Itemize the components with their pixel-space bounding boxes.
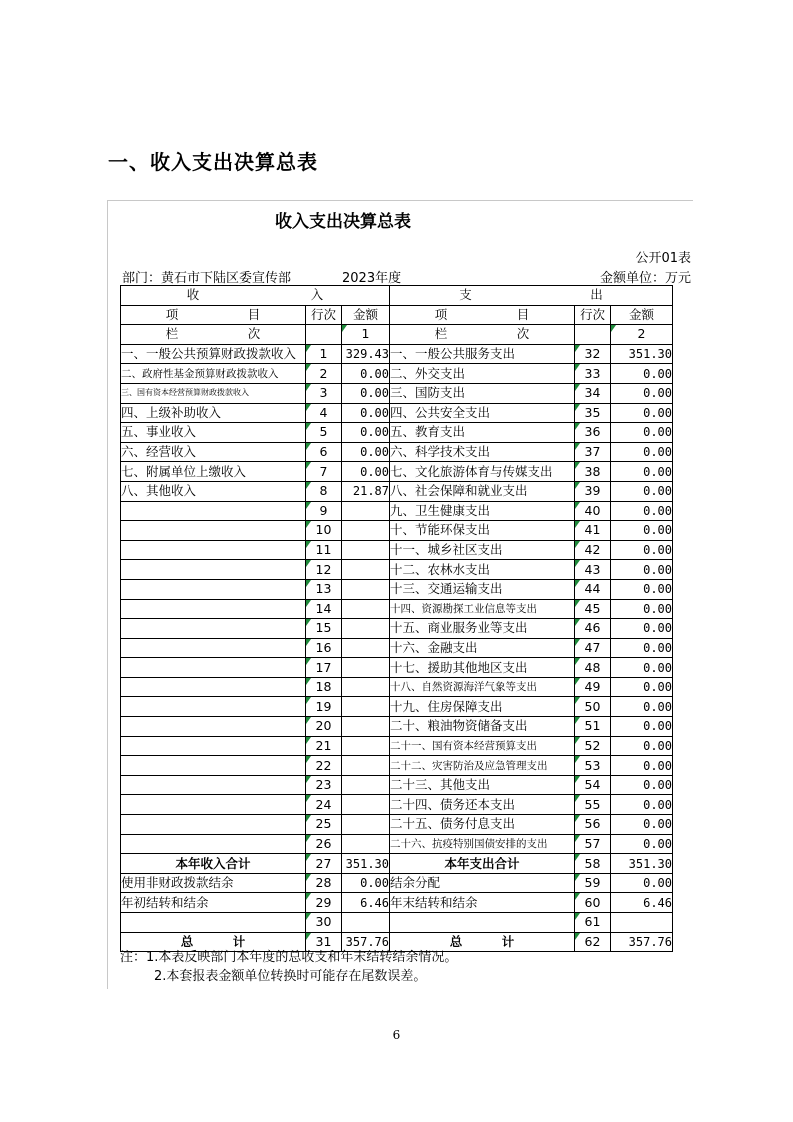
- income-item-cell: 本年收入合计: [121, 854, 306, 874]
- income-total-line: 31: [306, 932, 342, 952]
- income-line-cell: 8: [306, 481, 342, 501]
- expense-section-header: 支 出: [390, 286, 673, 306]
- expense-line-cell: 44: [575, 579, 611, 599]
- income-total-label: 总 计: [121, 932, 306, 952]
- table-row: [121, 344, 673, 364]
- income-line-cell: 5: [306, 423, 342, 443]
- expense-item-cell: 十八、自然资源海洋气象等支出: [390, 677, 575, 697]
- expense-line-cell: 42: [575, 540, 611, 560]
- expense-item-cell: 二十一、国有资本经营预算支出: [390, 736, 575, 756]
- expense-amount-cell: 0.00: [611, 560, 673, 580]
- expense-item-cell: 七、文化旅游体育与传媒支出: [390, 462, 575, 482]
- expense-item-cell: 二十二、灾害防治及应急管理支出: [390, 756, 575, 776]
- table-row: [121, 599, 673, 619]
- income-amount-cell: [342, 540, 390, 560]
- expense-amount-cell: 0.00: [611, 462, 673, 482]
- expense-line-cell: 48: [575, 658, 611, 678]
- expense-amount-cell: 0.00: [611, 815, 673, 835]
- header-row-columns: [121, 305, 673, 325]
- income-line-cell: 19: [306, 697, 342, 717]
- income-line-cell: 20: [306, 717, 342, 737]
- income-amount-cell: 6.46: [342, 893, 390, 913]
- expense-line-cell: 59: [575, 873, 611, 893]
- table-row: [121, 638, 673, 658]
- expense-line-cell: 43: [575, 560, 611, 580]
- expense-item-cell: 八、社会保障和就业支出: [390, 481, 575, 501]
- table-row: [121, 697, 673, 717]
- expense-item-cell: [390, 913, 575, 933]
- expense-amount-cell: 0.00: [611, 423, 673, 443]
- income-item-cell: [121, 834, 306, 854]
- expense-amount-cell: 0.00: [611, 579, 673, 599]
- expense-line-cell: 36: [575, 423, 611, 443]
- table-row: [121, 756, 673, 776]
- year-label: 2023年度: [342, 271, 402, 286]
- income-line-cell: 23: [306, 775, 342, 795]
- income-amount-cell: [342, 619, 390, 639]
- income-line-cell: 22: [306, 756, 342, 776]
- table-row: [121, 423, 673, 443]
- expense-column-index-label: 栏 次: [390, 325, 575, 345]
- table-row: [121, 775, 673, 795]
- expense-total-amount: 357.76: [611, 932, 673, 952]
- income-total-amount: 357.76: [342, 932, 390, 952]
- expense-item-cell: 年末结转和结余: [390, 893, 575, 913]
- income-item-cell: [121, 756, 306, 776]
- expense-line-cell: 55: [575, 795, 611, 815]
- expense-column-index: 2: [611, 325, 673, 345]
- income-amount-cell: [342, 736, 390, 756]
- income-amount-cell: [342, 775, 390, 795]
- table-row: [121, 736, 673, 756]
- expense-item-cell: 四、公共安全支出: [390, 403, 575, 423]
- income-column-index: 1: [342, 325, 390, 345]
- expense-amount-cell: 0.00: [611, 717, 673, 737]
- section-heading: 一、收入支出决算总表: [108, 150, 318, 174]
- expense-amount-cell: 0.00: [611, 442, 673, 462]
- expense-line-cell: 40: [575, 501, 611, 521]
- expense-amount-cell: 0.00: [611, 403, 673, 423]
- income-expense-table: [120, 285, 673, 952]
- expense-line-cell: 54: [575, 775, 611, 795]
- note-line-1: 注：1.本表反映部门本年度的总收支和年末结转结余情况。: [120, 950, 458, 965]
- expense-line-cell: 35: [575, 403, 611, 423]
- income-amount-cell: 0.00: [342, 403, 390, 423]
- income-line-cell: 2: [306, 364, 342, 384]
- expense-amount-cell: 6.46: [611, 893, 673, 913]
- expense-item-cell: 结余分配: [390, 873, 575, 893]
- income-line-cell: 12: [306, 560, 342, 580]
- income-amount-cell: [342, 815, 390, 835]
- expense-amount-cell: 0.00: [611, 638, 673, 658]
- income-item-cell: [121, 579, 306, 599]
- expense-line-cell: 53: [575, 756, 611, 776]
- income-amount-cell: [342, 560, 390, 580]
- income-item-cell: [121, 815, 306, 835]
- table-row: [121, 364, 673, 384]
- expense-item-cell: 五、教育支出: [390, 423, 575, 443]
- income-line-cell: 18: [306, 677, 342, 697]
- expense-line-cell: 58: [575, 854, 611, 874]
- expense-line-cell: 38: [575, 462, 611, 482]
- expense-line-cell: 52: [575, 736, 611, 756]
- table-row: [121, 834, 673, 854]
- table-title: 收入支出决算总表: [275, 212, 411, 232]
- table-row: [121, 677, 673, 697]
- table-row: [121, 403, 673, 423]
- expense-line-cell: 39: [575, 481, 611, 501]
- income-amount-cell: [342, 677, 390, 697]
- income-line-cell: 14: [306, 599, 342, 619]
- expense-amount-cell: 0.00: [611, 697, 673, 717]
- income-section-header: 收 入: [121, 286, 390, 306]
- income-item-cell: 六、经营收入: [121, 442, 306, 462]
- expense-amount-cell: 0.00: [611, 521, 673, 541]
- income-amount-cell: 351.30: [342, 854, 390, 874]
- expense-item-cell: 十九、住房保障支出: [390, 697, 575, 717]
- income-amount-cell: [342, 658, 390, 678]
- table-row: [121, 893, 673, 913]
- income-line-cell: 28: [306, 873, 342, 893]
- income-item-cell: [121, 599, 306, 619]
- income-line-cell: 13: [306, 579, 342, 599]
- table-notes: [120, 948, 457, 986]
- expense-line-cell: 37: [575, 442, 611, 462]
- income-amount-header: 金额: [342, 305, 390, 325]
- expense-line-cell: 50: [575, 697, 611, 717]
- expense-amount-cell: [611, 913, 673, 933]
- expense-amount-cell: 0.00: [611, 501, 673, 521]
- income-amount-cell: [342, 795, 390, 815]
- expense-line-cell: 41: [575, 521, 611, 541]
- income-amount-cell: 0.00: [342, 873, 390, 893]
- income-amount-cell: [342, 756, 390, 776]
- expense-item-cell: 二十五、债务付息支出: [390, 815, 575, 835]
- income-amount-cell: 0.00: [342, 364, 390, 384]
- page-number: 6: [392, 1028, 401, 1042]
- note-line-2: 2.本套报表金额单位转换时可能存在尾数误差。: [154, 969, 427, 984]
- income-item-cell: [121, 521, 306, 541]
- income-item-cell: [121, 619, 306, 639]
- table-row: [121, 521, 673, 541]
- income-item-cell: [121, 560, 306, 580]
- income-item-cell: 二、政府性基金预算财政拨款收入: [121, 364, 306, 384]
- expense-amount-cell: 0.00: [611, 834, 673, 854]
- expense-amount-cell: 0.00: [611, 481, 673, 501]
- income-item-cell: [121, 717, 306, 737]
- income-amount-cell: 0.00: [342, 442, 390, 462]
- income-item-cell: [121, 540, 306, 560]
- expense-total-line: 62: [575, 932, 611, 952]
- expense-total-label: 总 计: [390, 932, 575, 952]
- income-item-cell: 三、国有资本经营预算财政拨款收入: [121, 383, 306, 403]
- expense-item-cell: 一、一般公共服务支出: [390, 344, 575, 364]
- income-amount-cell: [342, 913, 390, 933]
- income-line-cell: 1: [306, 344, 342, 364]
- form-code: 公开01表: [635, 251, 691, 266]
- income-line-cell: 7: [306, 462, 342, 482]
- income-amount-cell: 0.00: [342, 383, 390, 403]
- header-row-sections: [121, 286, 673, 306]
- expense-line-cell: 46: [575, 619, 611, 639]
- income-line-cell: 9: [306, 501, 342, 521]
- table-row: [121, 579, 673, 599]
- income-line-cell: 6: [306, 442, 342, 462]
- income-item-cell: 使用非财政拨款结余: [121, 873, 306, 893]
- income-line-header: 行次: [306, 305, 342, 325]
- expense-amount-cell: 0.00: [611, 677, 673, 697]
- income-line-cell: 21: [306, 736, 342, 756]
- expense-amount-cell: 0.00: [611, 658, 673, 678]
- department-label: 部门：黄石市下陆区委宣传部: [122, 271, 292, 286]
- income-line-cell: 4: [306, 403, 342, 423]
- income-item-cell: [121, 677, 306, 697]
- expense-line-cell: 51: [575, 717, 611, 737]
- expense-line-header: 行次: [575, 305, 611, 325]
- income-amount-cell: [342, 521, 390, 541]
- table-row: [121, 658, 673, 678]
- income-item-cell: [121, 501, 306, 521]
- income-line-cell: 17: [306, 658, 342, 678]
- expense-amount-cell: 0.00: [611, 736, 673, 756]
- expense-item-cell: 十七、援助其他地区支出: [390, 658, 575, 678]
- income-line-cell: 15: [306, 619, 342, 639]
- table-row: [121, 560, 673, 580]
- income-line-cell: 11: [306, 540, 342, 560]
- table-row: [121, 481, 673, 501]
- expense-amount-cell: 0.00: [611, 775, 673, 795]
- income-line-cell: 29: [306, 893, 342, 913]
- income-amount-cell: [342, 697, 390, 717]
- income-line-cell: 27: [306, 854, 342, 874]
- expense-column-index-blank: [575, 325, 611, 345]
- expense-item-cell: 六、科学技术支出: [390, 442, 575, 462]
- income-amount-cell: [342, 501, 390, 521]
- expense-amount-cell: 351.30: [611, 344, 673, 364]
- expense-item-cell: 十六、金融支出: [390, 638, 575, 658]
- expense-amount-cell: 0.00: [611, 540, 673, 560]
- income-amount-cell: 0.00: [342, 423, 390, 443]
- income-item-cell: [121, 697, 306, 717]
- income-amount-cell: [342, 599, 390, 619]
- income-line-cell: 10: [306, 521, 342, 541]
- income-amount-cell: [342, 579, 390, 599]
- expense-amount-cell: 0.00: [611, 756, 673, 776]
- table-row: [121, 913, 673, 933]
- income-line-cell: 30: [306, 913, 342, 933]
- expense-line-cell: 57: [575, 834, 611, 854]
- expense-line-cell: 56: [575, 815, 611, 835]
- amount-unit-label: 金额单位：万元: [599, 271, 691, 286]
- table-row: [121, 619, 673, 639]
- expense-item-cell: 二十、粮油物资储备支出: [390, 717, 575, 737]
- income-line-cell: 24: [306, 795, 342, 815]
- expense-amount-cell: 0.00: [611, 364, 673, 384]
- expense-line-cell: 32: [575, 344, 611, 364]
- table-row: [121, 717, 673, 737]
- table-row: [121, 795, 673, 815]
- expense-item-cell: 十、节能环保支出: [390, 521, 575, 541]
- expense-line-cell: 47: [575, 638, 611, 658]
- income-item-cell: [121, 775, 306, 795]
- expense-line-cell: 33: [575, 364, 611, 384]
- expense-line-cell: 61: [575, 913, 611, 933]
- expense-line-cell: 45: [575, 599, 611, 619]
- table-row: [121, 854, 673, 874]
- income-item-cell: [121, 913, 306, 933]
- income-amount-cell: [342, 834, 390, 854]
- expense-item-cell: 二、外交支出: [390, 364, 575, 384]
- income-item-header: 项 目: [121, 305, 306, 325]
- expense-item-cell: 十三、交通运输支出: [390, 579, 575, 599]
- income-item-cell: 一、一般公共预算财政拨款收入: [121, 344, 306, 364]
- income-line-cell: 26: [306, 834, 342, 854]
- header-row-column-index: [121, 325, 673, 345]
- expense-item-cell: 二十三、其他支出: [390, 775, 575, 795]
- income-amount-cell: [342, 717, 390, 737]
- income-amount-cell: [342, 638, 390, 658]
- expense-amount-cell: 0.00: [611, 873, 673, 893]
- table-row: [121, 540, 673, 560]
- expense-item-cell: 十四、资源勘探工业信息等支出: [390, 599, 575, 619]
- expense-line-cell: 34: [575, 383, 611, 403]
- income-line-cell: 25: [306, 815, 342, 835]
- income-item-cell: 五、事业收入: [121, 423, 306, 443]
- table-row: [121, 462, 673, 482]
- income-column-index-label: 栏 次: [121, 325, 306, 345]
- table-row: [121, 501, 673, 521]
- expense-item-cell: 十二、农林水支出: [390, 560, 575, 580]
- table-row: [121, 873, 673, 893]
- income-item-cell: 年初结转和结余: [121, 893, 306, 913]
- income-amount-cell: 0.00: [342, 462, 390, 482]
- expense-amount-cell: 0.00: [611, 599, 673, 619]
- expense-item-cell: 九、卫生健康支出: [390, 501, 575, 521]
- income-line-cell: 3: [306, 383, 342, 403]
- income-item-cell: 七、附属单位上缴收入: [121, 462, 306, 482]
- income-amount-cell: 329.43: [342, 344, 390, 364]
- expense-line-cell: 49: [575, 677, 611, 697]
- expense-item-cell: 二十六、抗疫特别国债安排的支出: [390, 834, 575, 854]
- expense-item-cell: 二十四、债务还本支出: [390, 795, 575, 815]
- income-item-cell: [121, 638, 306, 658]
- income-column-index-blank: [306, 325, 342, 345]
- expense-item-cell: 十一、城乡社区支出: [390, 540, 575, 560]
- income-item-cell: [121, 658, 306, 678]
- income-amount-cell: 21.87: [342, 481, 390, 501]
- expense-amount-cell: 0.00: [611, 619, 673, 639]
- income-item-cell: [121, 736, 306, 756]
- expense-amount-cell: 0.00: [611, 383, 673, 403]
- expense-amount-header: 金额: [611, 305, 673, 325]
- expense-amount-cell: 0.00: [611, 795, 673, 815]
- expense-item-cell: 十五、商业服务业等支出: [390, 619, 575, 639]
- income-line-cell: 16: [306, 638, 342, 658]
- expense-item-cell: 本年支出合计: [390, 854, 575, 874]
- expense-line-cell: 60: [575, 893, 611, 913]
- income-item-cell: 八、其他收入: [121, 481, 306, 501]
- expense-amount-cell: 351.30: [611, 854, 673, 874]
- table-row: [121, 815, 673, 835]
- expense-item-header: 项 目: [390, 305, 575, 325]
- table-row: [121, 442, 673, 462]
- income-item-cell: [121, 795, 306, 815]
- income-item-cell: 四、上级补助收入: [121, 403, 306, 423]
- expense-item-cell: 三、国防支出: [390, 383, 575, 403]
- table-row: [121, 383, 673, 403]
